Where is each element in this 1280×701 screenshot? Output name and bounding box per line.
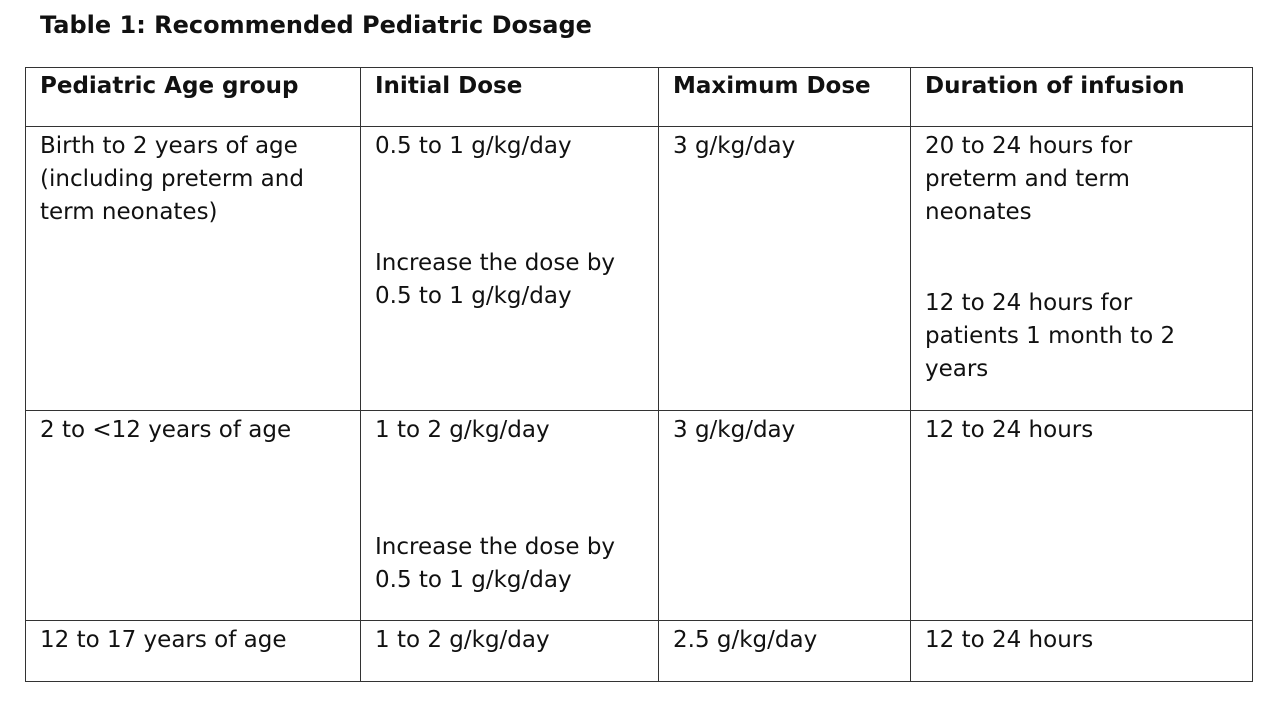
cell-text: 0.5 to 1 g/kg/day	[375, 567, 572, 593]
cell-text: term neonates)	[40, 199, 218, 225]
cell-text: 12 to 24 hours	[925, 417, 1094, 443]
cell-initial-dose	[361, 127, 659, 411]
cell-age-group	[26, 411, 361, 621]
cell-text: years	[925, 356, 989, 382]
cell-text: neonates	[925, 199, 1032, 225]
cell-text: Increase the dose by	[375, 534, 616, 560]
cell-text: 12 to 17 years of age	[40, 627, 287, 653]
cell-text: 1 to 2 g/kg/day	[375, 627, 550, 653]
cell-text: 3 g/kg/day	[673, 133, 796, 159]
header-maximum-dose: Maximum Dose	[659, 68, 911, 127]
cell-text: 20 to 24 hours for	[925, 133, 1133, 159]
table-header-row	[26, 68, 1253, 127]
cell-text: preterm and term	[925, 166, 1130, 192]
table-title: Table 1: Recommended Pediatric Dosage	[40, 11, 592, 39]
cell-text: 12 to 24 hours for	[925, 290, 1133, 316]
cell-maximum-dose	[659, 411, 911, 621]
cell-text: 2 to <12 years of age	[40, 417, 292, 443]
cell-text: Birth to 2 years of age	[40, 133, 298, 159]
cell-text: (including preterm and	[40, 166, 304, 192]
cell-text: 0.5 to 1 g/kg/day	[375, 283, 572, 309]
cell-text: 1 to 2 g/kg/day	[375, 417, 550, 443]
cell-duration	[911, 621, 1253, 682]
header-duration: Duration of infusion	[911, 68, 1253, 127]
cell-text: Increase the dose by	[375, 250, 616, 276]
cell-initial-dose	[361, 411, 659, 621]
pediatric-dosage-table	[25, 67, 1253, 682]
cell-text: 3 g/kg/day	[673, 417, 796, 443]
header-initial-dose: Initial Dose	[361, 68, 659, 127]
cell-age-group	[26, 621, 361, 682]
cell-text: 2.5 g/kg/day	[673, 627, 818, 653]
cell-text: 12 to 24 hours	[925, 627, 1094, 653]
table-row	[26, 411, 1253, 621]
cell-text: 0.5 to 1 g/kg/day	[375, 133, 572, 159]
cell-initial-dose	[361, 621, 659, 682]
table-row	[26, 127, 1253, 411]
cell-duration	[911, 411, 1253, 621]
cell-maximum-dose	[659, 621, 911, 682]
cell-age-group	[26, 127, 361, 411]
header-age-group: Pediatric Age group	[26, 68, 361, 127]
cell-text: patients 1 month to 2	[925, 323, 1176, 349]
table-row	[26, 621, 1253, 682]
cell-duration	[911, 127, 1253, 411]
cell-maximum-dose	[659, 127, 911, 411]
